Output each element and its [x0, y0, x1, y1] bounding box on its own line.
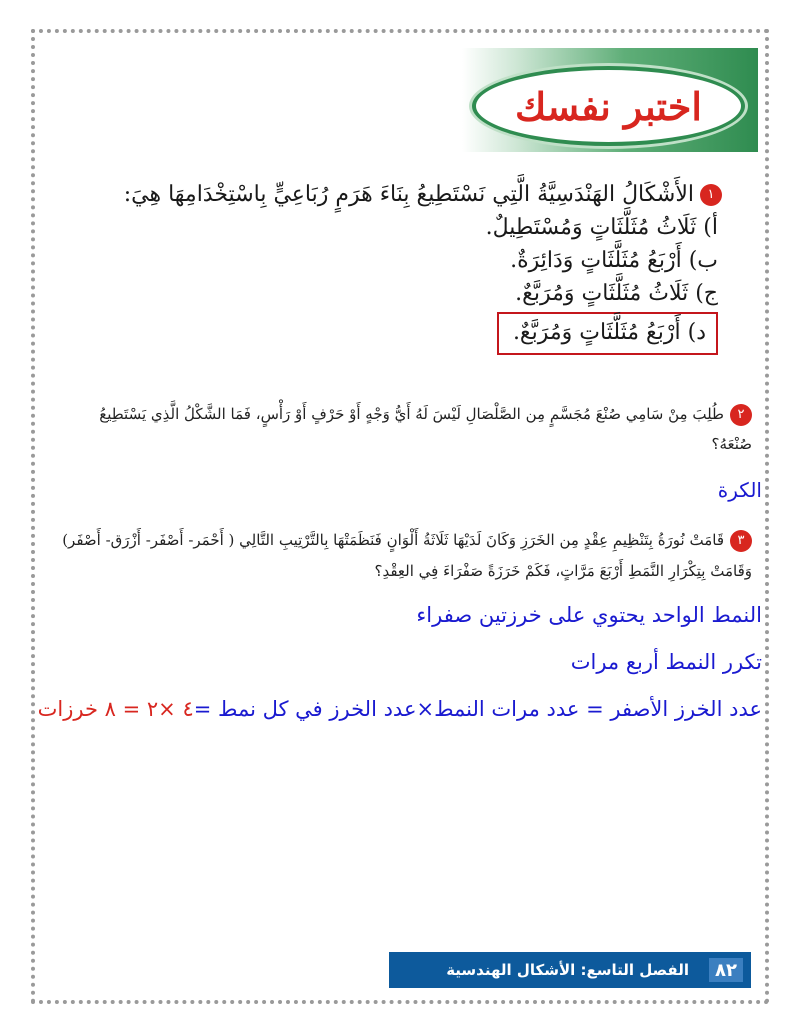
- option-b: ب) أَرْبَعُ مُثَلَّثَاتٍ وَدَائِرَةٌ.: [510, 248, 718, 273]
- question-3: [52, 525, 752, 587]
- page-number: ٨٢: [709, 958, 743, 982]
- solution-line-2: تكرر النمط أربع مرات: [570, 650, 762, 674]
- page-footer: [389, 952, 751, 988]
- section-badge: [472, 66, 745, 146]
- solution-line-3-text: عدد الخرز الأصفر = عدد مرات النمط×عدد الخرز في كل نمط =: [193, 697, 762, 721]
- solution-line-1: النمط الواحد يحتوي على خرزتين صفراء: [416, 603, 762, 627]
- question-3-text: قَامَتْ نُورَةُ بِتَنْظِيمِ عِقْدٍ مِن الخَرَزِ وَكَانَ لَدَيْهَا ثَلَاثَةُ أَلْوَانٍ فَنَظَمَتْهَا بِالتَّرْتِيبِ التَّالِي ( أَحْمَر- أَصْفَر- أَزْرَق- أَصْفَر) وَقَامَتْ بِتِكْرَارِ النَّمَطِ أَرْبَعَ مَرَّاتٍ، فَكَمْ خَرَزَةً صَفْرَاءَ فِي العِقْدِ؟: [62, 531, 752, 580]
- option-c: ج) ثَلَاثُ مُثَلَّثَاتٍ وَمُرَبَّعٌ.: [515, 281, 718, 306]
- option-a: أ) ثَلَاثُ مُثَلَّثَاتٍ وَمُسْتَطِيلٌ.: [485, 215, 718, 240]
- option-d-correct: د) أَرْبَعُ مُثَلَّثَاتٍ وَمُرَبَّعٌ.: [497, 312, 718, 355]
- question-number-1: ١: [700, 184, 722, 206]
- question-1: [82, 178, 722, 355]
- question-1-text: الأَشْكَالُ الهَنْدَسِيَّةُ الَّتِي نَسْتَطِيعُ بِنَاءَ هَرَمٍ رُبَاعِيٍّ بِاسْتِخْدَامِهَا هِيَ:: [123, 182, 694, 207]
- question-1-stem: [82, 178, 722, 211]
- page-border: [31, 29, 769, 1004]
- section-title: اختبر نفسك: [515, 83, 702, 129]
- solution-result: ٤ ×٢ = ٨ خرزات: [37, 697, 194, 721]
- solution-line-3: [38, 697, 762, 721]
- question-number-2: ٢: [730, 404, 752, 426]
- question-2: [62, 399, 752, 459]
- question-2-text: طُلِبَ مِنْ سَامِي صُنْعَ مُجَسَّمٍ مِن الصَّلْصَالِ لَيْسَ لَهُ أَيُّ وَجْهٍ أَوْ حَرْفٍ أَوْ رَأْسٍ، فَمَا الشَّكْلُ الَّذِي يَسْتَطِيعُ صُنْعَهُ؟: [99, 405, 752, 453]
- chapter-title: الفصل التاسع: الأشكال الهندسية: [446, 961, 689, 979]
- section-banner: [462, 48, 758, 152]
- question-number-3: ٣: [730, 530, 752, 552]
- question-2-answer: الكرة: [717, 478, 762, 502]
